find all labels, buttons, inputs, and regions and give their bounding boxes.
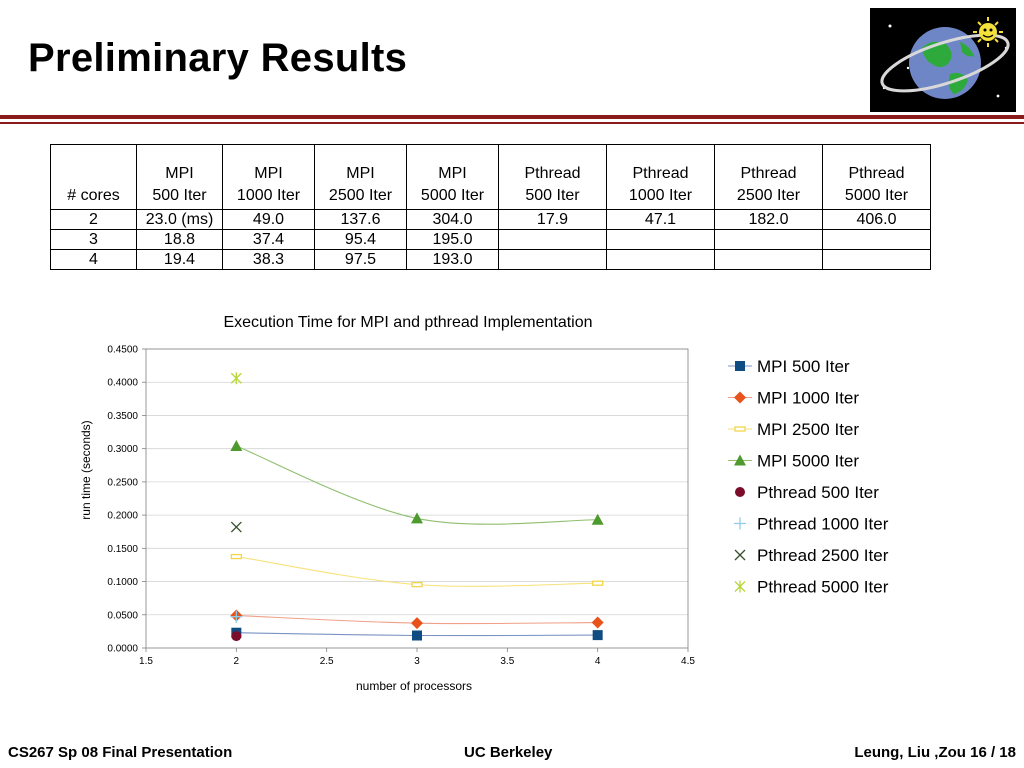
legend-marker [734,392,746,404]
table-header-cell: MPI 500 Iter [137,145,223,210]
y-tick-label: 0.3000 [107,444,138,456]
data-point [411,617,423,629]
table-cell: 95.4 [315,230,407,250]
table-cell: 304.0 [407,210,499,230]
execution-time-chart [0,300,1024,705]
data-point [230,440,242,451]
y-tick-label: 0.3500 [107,410,138,422]
plot-area [146,349,688,648]
table-cell: 182.0 [715,210,823,230]
table-cell: 3 [51,230,137,250]
data-point [593,581,603,585]
legend-marker [735,550,745,560]
y-tick-label: 0.1500 [107,543,138,555]
legend-label: MPI 500 Iter [757,357,850,376]
table-cell [823,230,931,250]
table-row [51,210,931,230]
data-point [593,630,603,640]
table-header-cell: MPI 2500 Iter [315,145,407,210]
table-cell [607,250,715,270]
legend-label: MPI 5000 Iter [757,451,860,471]
table-cell: 97.5 [315,250,407,270]
table-cell: 23.0 (ms) [137,210,223,230]
table-row [51,250,931,270]
x-axis-label: number of processors [355,679,473,693]
legend-label: Pthread 500 Iter [757,483,879,502]
legend-label: MPI 1000 Iter [757,388,860,408]
y-tick-label: 0.4000 [107,377,138,389]
table-cell [499,250,607,270]
table-cell [715,250,823,270]
data-point [231,372,241,384]
table-cell: 2 [51,210,137,230]
series-points [230,372,603,641]
data-point [231,555,241,559]
table-header-cell: MPI 1000 Iter [223,145,315,210]
data-point [412,631,422,641]
results-table [50,144,931,270]
title-rule-thick [0,115,1024,119]
legend-marker [734,518,746,530]
data-point [230,611,242,623]
series-lines [236,446,597,636]
table-row [51,230,931,250]
table-cell: 19.4 [137,250,223,270]
x-tick-label: 1.5 [139,656,153,667]
table-cell: 406.0 [823,210,931,230]
table-cell: 38.3 [223,250,315,270]
table-cell [499,230,607,250]
x-tick-label: 2 [233,656,240,667]
globe-logo-icon [870,8,1016,112]
legend-marker [735,581,745,593]
x-axis-ticks [139,648,695,667]
table-cell: 4 [51,250,137,270]
table-cell: 137.6 [315,210,407,230]
legend-marker [735,487,745,497]
y-tick-label: 0.4500 [107,344,138,356]
table-header-row [51,145,931,210]
logo-image [870,8,1016,112]
table-cell: 37.4 [223,230,315,250]
y-tick-label: 0.2000 [107,510,138,522]
table-cell: 18.8 [137,230,223,250]
table-cell [715,230,823,250]
x-tick-label: 4.5 [681,656,695,667]
table-header-cell: Pthread 5000 Iter [823,145,931,210]
x-tick-label: 3.5 [500,656,515,667]
x-tick-label: 2.5 [319,656,334,667]
legend-marker [735,361,745,371]
legend-label: Pthread 5000 Iter [757,577,889,597]
chart-gridlines [146,349,688,615]
table-header-cell: Pthread 1000 Iter [607,145,715,210]
table-header-cell: # cores [51,145,137,210]
footer-authors-page: Leung, Liu ,Zou 16 / 18 [854,744,1016,761]
legend-label: Pthread 2500 Iter [757,546,889,565]
x-tick-label: 3 [414,656,420,667]
data-point [592,617,604,629]
y-tick-label: 0.0000 [107,643,138,655]
table-cell: 49.0 [223,210,315,230]
chart-title: Execution Time for MPI and pthread Implementation [223,314,593,331]
table-header-cell: Pthread 500 Iter [499,145,607,210]
table-cell [607,230,715,250]
table-cell: 193.0 [407,250,499,270]
footer-course: CS267 Sp 08 Final Presentation [8,744,233,761]
title-rule-thin [0,122,1024,124]
y-axis-label: run time (seconds) [79,420,93,520]
table-header-cell: MPI 5000 Iter [407,145,499,210]
legend-label: MPI 2500 Iter [757,420,860,439]
y-tick-label: 0.0500 [107,610,138,622]
table-cell [823,250,931,270]
slide-title: Preliminary Results [28,36,408,80]
data-point [231,631,241,641]
table-cell: 195.0 [407,230,499,250]
legend-label: Pthread 1000 Iter [757,514,889,534]
table-header-cell: Pthread 2500 Iter [715,145,823,210]
y-axis-ticks [107,345,146,655]
table-cell: 17.9 [499,210,607,230]
data-point [412,583,422,587]
chart-legend [728,357,889,597]
table-cell: 47.1 [607,210,715,230]
legend-marker [735,427,745,431]
footer-institution: UC Berkeley [464,744,553,761]
x-tick-label: 4 [594,656,601,667]
y-tick-label: 0.1000 [107,577,138,589]
data-point [231,522,241,532]
y-tick-label: 0.2500 [107,477,138,489]
